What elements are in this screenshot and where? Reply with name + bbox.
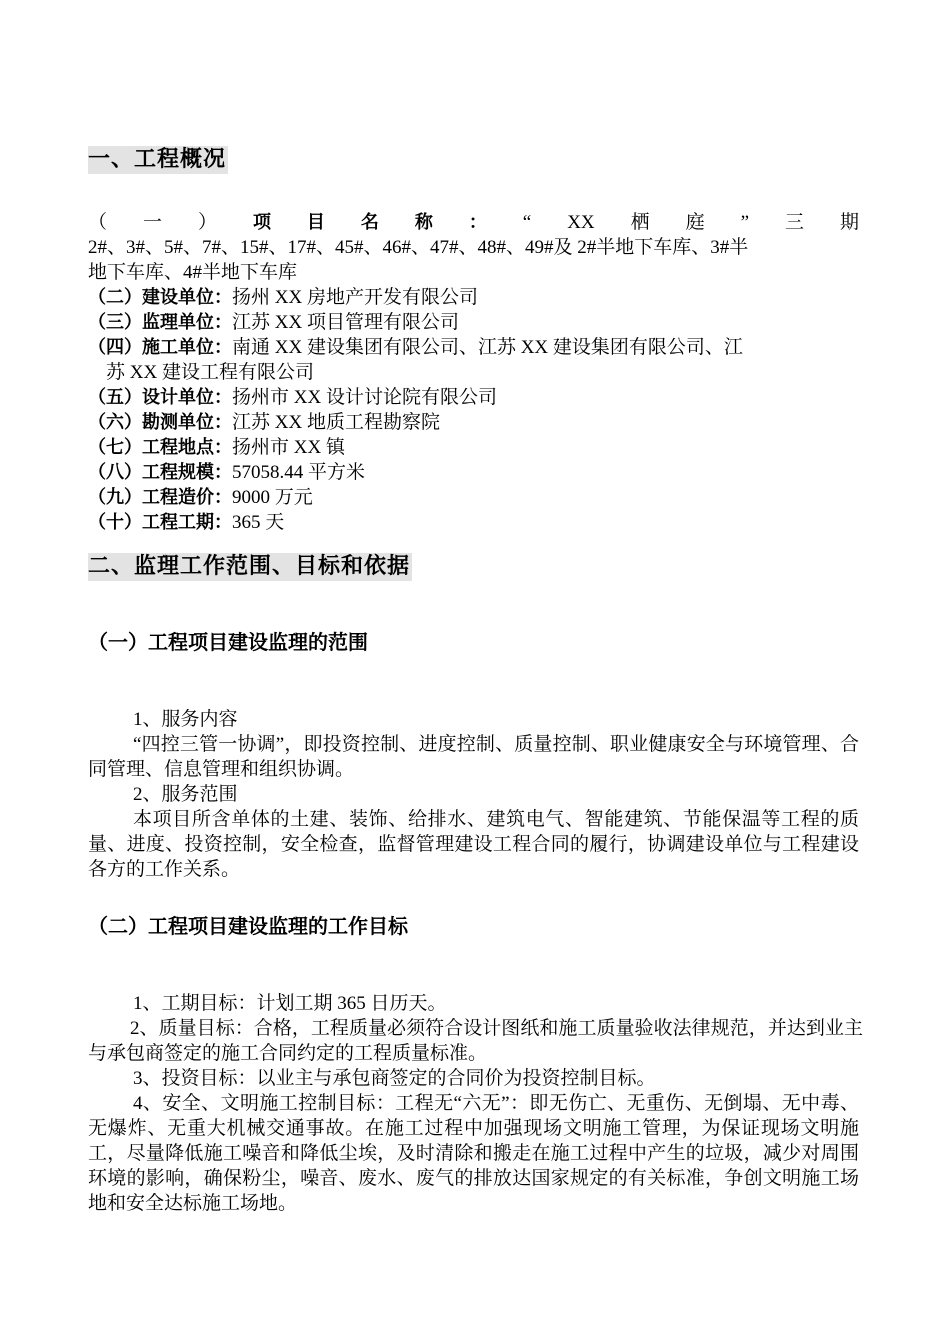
spread-char: 栖 bbox=[630, 212, 650, 233]
spread-char: ） bbox=[197, 212, 217, 233]
spread-char: ” bbox=[740, 212, 750, 233]
spread-char: 庭 bbox=[685, 212, 705, 233]
item-survey bbox=[88, 410, 440, 435]
project-name-line-3: 地下车库、4#半地下车库 bbox=[88, 262, 298, 283]
service-content-body: “四控三管一协调”，即投资控制、进度控制、质量控制、职业健康安全与环境管理、合同管理、信息管理和组织协调。 bbox=[88, 734, 859, 780]
spread-char: 期 bbox=[839, 212, 859, 233]
spread-char: 目 bbox=[306, 212, 325, 233]
item-builder bbox=[88, 285, 478, 310]
goal-schedule: 1、工期目标：计划工期 365 日历天。 bbox=[133, 993, 447, 1014]
item-value: 扬州 XX 房地产开发有限公司 bbox=[232, 287, 478, 308]
section-1-title: 一、工程概况 bbox=[88, 147, 227, 172]
project-name-line-1 bbox=[88, 210, 859, 235]
goal-safety: 4、安全、文明施工控制目标：工程无“六无”：即无伤亡、无重伤、无倒塌、无中毒、无爆炸、无重大机械交通事故。在施工过程中加强现场文明施工管理，为保证现场文明施工，尽量降低施工噪音和降低尘埃，及时清除和搬走在施工过程中产生的垃圾，减少对周围环境的影响，确保粉尘，噪音、废水、废气的排放达国家规定的有关标准，争创文明施工场地和安全达标施工场地。 bbox=[88, 1093, 859, 1214]
item-label: （二）建设单位： bbox=[88, 287, 232, 308]
spread-char: “ bbox=[522, 212, 532, 233]
spread-char: 一 bbox=[142, 212, 162, 233]
sub-2-title: （二）工程项目建设监理的工作目标 bbox=[88, 914, 408, 938]
spread-char: 项 bbox=[252, 212, 271, 233]
section-1-heading bbox=[88, 146, 228, 174]
item-value: 57058.44 平方米 bbox=[232, 462, 366, 483]
item-location bbox=[88, 435, 345, 460]
item-label: （五）设计单位： bbox=[88, 387, 232, 408]
item-label: （三）监理单位： bbox=[88, 312, 232, 333]
sub-1-title: （一）工程项目建设监理的范围 bbox=[88, 630, 368, 654]
item-value: 365 天 bbox=[232, 512, 285, 533]
spread-char: （ bbox=[88, 212, 108, 233]
service-scope-title: 2、服务范围 bbox=[133, 784, 238, 805]
section-2-title: 二、监理工作范围、目标和依据 bbox=[88, 554, 411, 579]
item-value: 江苏 XX 项目管理有限公司 bbox=[232, 312, 459, 333]
item-value: 扬州市 XX 设计讨论院有限公司 bbox=[232, 387, 497, 408]
item-supervisor bbox=[88, 310, 459, 335]
item-contractor bbox=[88, 335, 743, 360]
spread-char: 三 bbox=[785, 212, 805, 233]
item-value: 9000 万元 bbox=[232, 487, 313, 508]
item-label: （十）工程工期： bbox=[88, 512, 232, 533]
item-value: 扬州市 XX 镇 bbox=[232, 437, 345, 458]
item-label: （九）工程造价： bbox=[88, 487, 232, 508]
item-cost bbox=[88, 485, 313, 510]
item-value: 南通 XX 建设集团有限公司、江苏 XX 建设集团有限公司、江 bbox=[232, 337, 743, 358]
service-scope-body: 本项目所含单体的土建、装饰、给排水、建筑电气、智能建筑、节能保温等工程的质量、进度、投资控制，安全检查，监督管理建设工程合同的履行，协调建设单位与工程建设各方的工作关系。 bbox=[88, 809, 859, 880]
spread-char: 名 bbox=[360, 212, 379, 233]
item-contractor-cont: 苏 XX 建设工程有限公司 bbox=[106, 362, 314, 383]
item-value: 江苏 XX 地质工程勘察院 bbox=[232, 412, 440, 433]
spread-char: ： bbox=[468, 212, 487, 233]
item-label: （六）勘测单位： bbox=[88, 412, 232, 433]
spread-char: XX bbox=[567, 212, 595, 233]
item-label: （四）施工单位： bbox=[88, 337, 232, 358]
item-scale bbox=[88, 460, 365, 485]
item-label: （七）工程地点： bbox=[88, 437, 232, 458]
goal-investment: 3、投资目标：以业主与承包商签定的合同价为投资控制目标。 bbox=[133, 1068, 656, 1089]
section-2-heading bbox=[88, 553, 412, 581]
spread-char: 称 bbox=[414, 212, 433, 233]
item-duration bbox=[88, 510, 284, 535]
goal-quality: 2、质量目标：合格，工程质量必须符合设计图纸和施工质量验收法律规范，并达到业主与承包商签定的施工合同约定的工程质量标准。 bbox=[88, 1018, 863, 1064]
service-content-title: 1、服务内容 bbox=[133, 709, 238, 730]
item-designer bbox=[88, 385, 497, 410]
item-label: （八）工程规模： bbox=[88, 462, 232, 483]
project-name-line-2: 2#、3#、5#、7#、15#、17#、45#、46#、47#、48#、49#及 2#半地下车库、3#半 bbox=[88, 237, 749, 258]
